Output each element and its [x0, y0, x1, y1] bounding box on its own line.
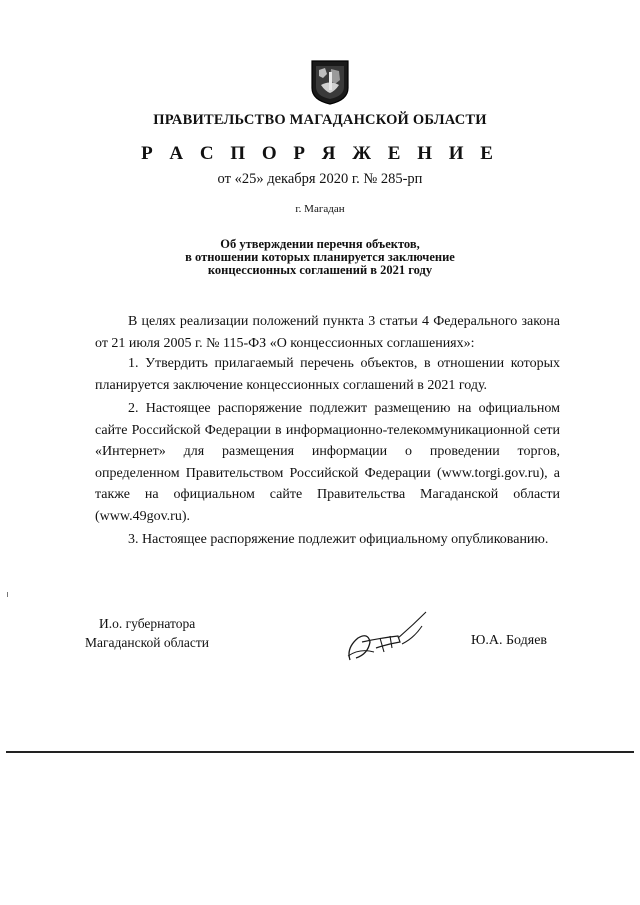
page-bottom-rule [6, 751, 634, 753]
government-title: ПРАВИТЕЛЬСТВО МАГАДАНСКОЙ ОБЛАСТИ [153, 112, 487, 128]
document-type: Р А С П О Р Я Ж Е Н И Е [141, 143, 499, 164]
position-line-1: И.о. губернатора [99, 616, 196, 631]
item-3-paragraph: 3. Настоящее распоряжение подлежит официальному опубликованию. [128, 532, 549, 547]
item-2-paragraph: 2. Настоящее распоряжение подлежит размещению на официальном сайте Российской Федерации в информационно-телекоммуникационной сети «Интернет» для размещения информации о проведении торгов, определенном Правительством Российской Федерации (www.torgi.gov.ru), а также на официальном сайте Правительства Магаданской области (www.49gov.ru). [95, 401, 560, 524]
subject-line-1: Об утверждении перечня объектов, [220, 237, 420, 251]
subject-line-2: в отношении которых планируется заключение [185, 250, 455, 264]
signature-icon [340, 608, 440, 668]
document-city: г. Магадан [295, 203, 345, 215]
intro-paragraph: В целях реализации положений пункта 3 статьи 4 Федерального закона от 21 июля 2005 г. № 115-ФЗ «О концессионных соглашениях»: [95, 314, 560, 351]
coat-of-arms-icon [309, 58, 351, 106]
signatory-name: Ю.А. Бодяев [471, 633, 548, 648]
subject-line-3: концессионных соглашений в 2021 году [207, 263, 433, 277]
item-1-paragraph: 1. Утвердить прилагаемый перечень объектов, в отношении которых планируется заключение концессионных соглашений в 2021 году. [95, 356, 560, 393]
position-line-2: Магаданской области [85, 635, 209, 650]
document-subject [0, 238, 640, 277]
scan-mark [7, 592, 8, 597]
document-date-number: от «25» декабря 2020 г. № 285-рп [217, 171, 423, 187]
signatory-position [85, 614, 209, 652]
